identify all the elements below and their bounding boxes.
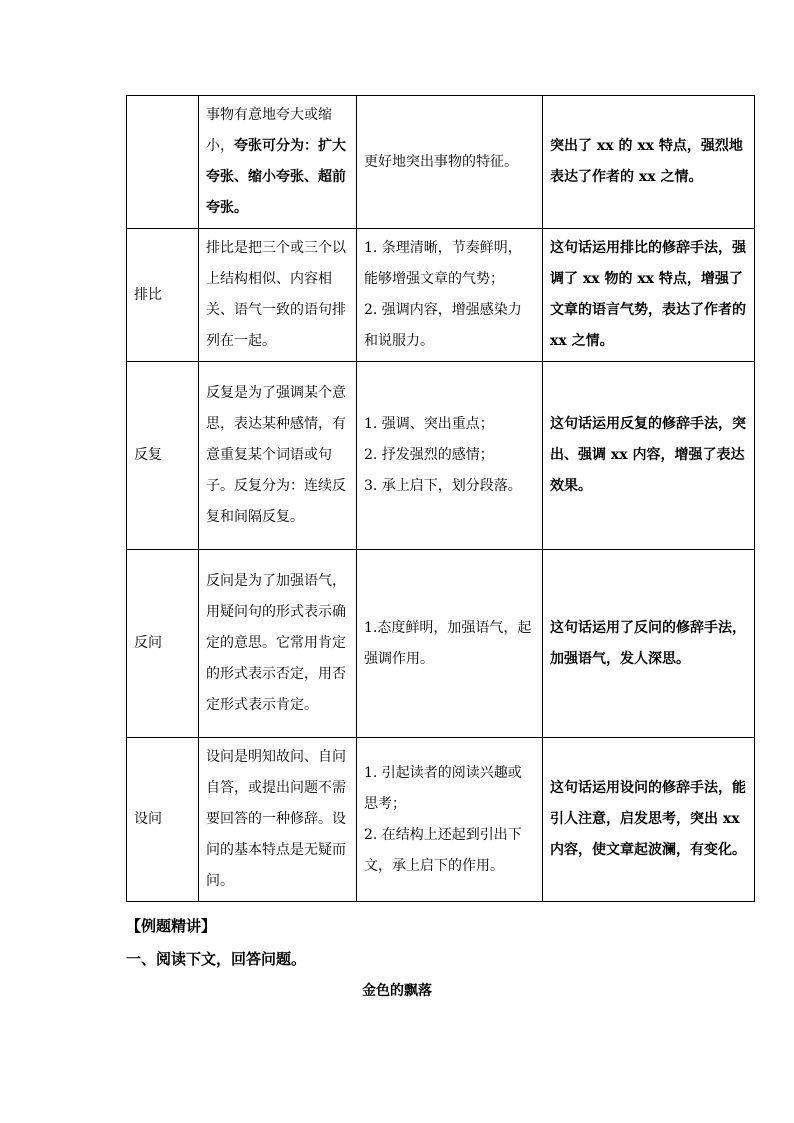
table-row: [127, 229, 755, 362]
answer-template-cell: 这句话运用了反问的修辞手法，加强语气，发人深思。: [543, 550, 755, 738]
table-row: [127, 96, 755, 229]
article-title: 金色的飘落: [362, 983, 432, 999]
effect-cell: [357, 229, 543, 362]
definition-bold-text: 夸张可分为：扩大夸张、缩小夸张、超前夸张。: [206, 138, 346, 216]
effect-cell: [357, 362, 543, 550]
table-row: [127, 362, 755, 550]
device-name-cell: 设问: [127, 738, 199, 902]
answer-template-cell: 这句话运用排比的修辞手法，强调了 xx 物的 xx 特点，增强了文章的语言气势，表达了作者的 xx 之情。: [543, 229, 755, 362]
definition-cell: 反问是为了加强语气，用疑问句的形式表示确定的意思。它常用肯定的形式表示否定，用否定形式表示肯定。: [199, 550, 357, 738]
rhetoric-table: [126, 95, 755, 902]
answer-template-cell: 突出了 xx 的 xx 特点，强烈地表达了作者的 xx 之情。: [543, 96, 755, 229]
table-row: [127, 738, 755, 902]
effect-cell: [357, 738, 543, 902]
effect-line: 1. 引起读者的阅读兴趣或思考；: [364, 764, 522, 812]
definition-cell: [199, 96, 357, 229]
effect-line: 1. 强调、突出重点；: [364, 416, 494, 432]
effect-cell: [357, 550, 543, 738]
effect-line: 2. 在结构上还起到引出下文，承上启下的作用。: [364, 826, 522, 874]
definition-cell: 排比是把三个或三个以上结构相似、内容相关、语气一致的语句排列在一起。: [199, 229, 357, 362]
definition-text: 事物有意地夸大或缩小，: [206, 107, 332, 154]
effect-cell: [357, 96, 543, 229]
device-name-cell: 反问: [127, 550, 199, 738]
device-name-cell: 反复: [127, 362, 199, 550]
effect-line: 1.态度鲜明，加强语气，起强调作用。: [364, 619, 532, 667]
effect-line: 1. 条理清晰，节奏鲜明，能够增强文章的气势；: [364, 240, 522, 287]
device-name-cell: [127, 96, 199, 229]
table-row: [127, 550, 755, 738]
section-heading: 【例题精讲】: [126, 917, 217, 935]
device-name-cell: 排比: [127, 229, 199, 362]
definition-cell: 反复是为了强调某个意思，表达某种感情，有意重复某个词语或句子。反复分为：连续反复和间隔反复。: [199, 362, 357, 550]
effect-line: 2. 强调内容，增强感染力和说服力。: [364, 302, 522, 349]
answer-template-cell: 这句话运用反复的修辞手法，突出、强调 xx 内容，增强了表达效果。: [543, 362, 755, 550]
effect-line: 更好地突出事物的特征。: [364, 153, 518, 170]
definition-cell: 设问是明知故问、自问自答，或提出问题不需要回答的一种修辞。设问的基本特点是无疑而问。: [199, 738, 357, 902]
question-heading: 一、阅读下文，回答问题。: [126, 950, 307, 968]
answer-template-cell: 这句话运用设问的修辞手法，能引人注意，启发思考，突出 xx 内容，使文章起波澜，有变化。: [543, 738, 755, 902]
effect-line: 2. 抒发强烈的感情；: [364, 447, 494, 463]
effect-line: 3. 承上启下，划分段落。: [364, 478, 522, 494]
